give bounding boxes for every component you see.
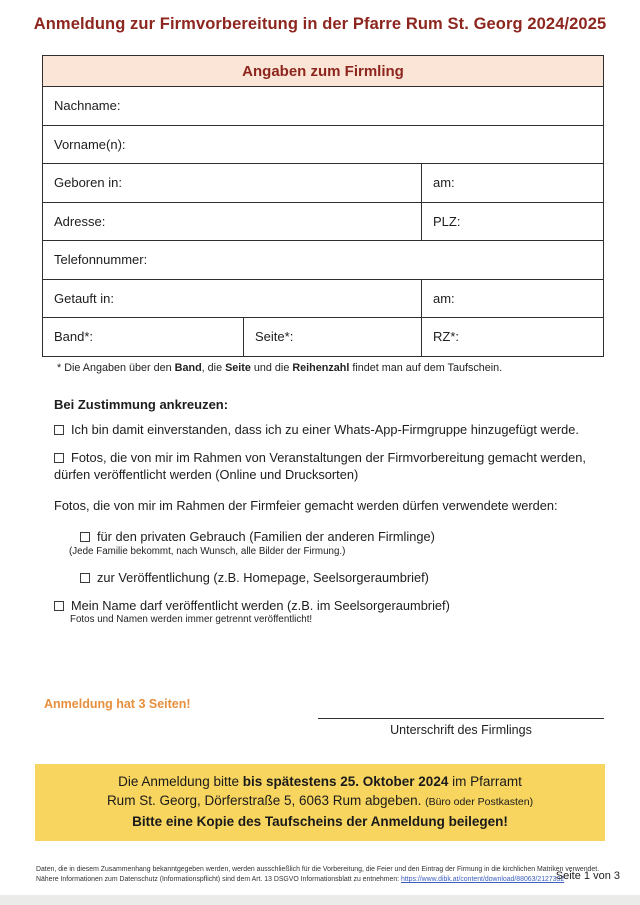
field-label-rz: RZ*: xyxy=(421,318,602,356)
checkbox-fotos-vorbereitung xyxy=(54,450,602,483)
field-label-plz: PLZ: xyxy=(421,203,602,241)
checkbox-whatsapp-consent xyxy=(54,422,602,439)
page-indicator: Seite 1 von 3 xyxy=(555,870,620,882)
signature-label: Unterschrift des Firmlings xyxy=(390,723,532,737)
footnote-text: , die xyxy=(201,362,226,374)
checkbox-label: für den privaten Gebrauch (Familien der anderen Firmlinge) xyxy=(97,529,435,544)
name-veroeffentlicht-note: Fotos und Namen werden immer getrennt veröffentlicht! xyxy=(70,614,313,625)
checkbox-icon xyxy=(80,532,90,542)
field-label-geboren-in: Geboren in: xyxy=(54,175,122,191)
checkbox-name-veroeffentlicht xyxy=(54,598,602,615)
field-label-band: Band*: xyxy=(54,329,94,345)
table-row xyxy=(43,86,603,125)
firmling-table xyxy=(42,55,604,357)
field-label-seite: Seite*: xyxy=(243,318,421,356)
deadline-copy-bold: Bitte eine Kopie des Taufscheins der Anmeldung beilegen! xyxy=(132,814,508,829)
consent-heading: Bei Zustimmung ankreuzen: xyxy=(54,397,229,412)
table-row xyxy=(43,125,603,164)
checkbox-privater-gebrauch xyxy=(80,529,600,546)
table-row xyxy=(43,279,603,318)
checkbox-icon xyxy=(54,425,64,435)
privater-gebrauch-note: (Jede Familie bekommt, nach Wunsch, alle Bilder der Firmung.) xyxy=(69,546,346,557)
deadline-address: Rum St. Georg, Dörferstraße 5, 6063 Rum abgeben. xyxy=(106,793,426,808)
footnote-bold-seite: Seite xyxy=(225,362,251,374)
footnote-bold-reihenzahl: Reihenzahl xyxy=(292,362,350,374)
checkbox-veroeffentlichung xyxy=(80,570,600,587)
deadline-highlight-box xyxy=(35,764,605,841)
checkbox-icon xyxy=(54,453,64,463)
checkbox-icon xyxy=(54,601,64,611)
checkbox-icon xyxy=(80,573,90,583)
table-header: Angaben zum Firmling xyxy=(43,56,603,86)
pages-count-note: Anmeldung hat 3 Seiten! xyxy=(44,697,191,711)
deadline-text: Die Anmeldung bitte xyxy=(118,774,243,789)
footnote-bold-band: Band xyxy=(174,362,202,374)
intro-text: Fotos, die von mir im Rahmen der Firmfeier gemacht werden dürfen verwendete werden: xyxy=(54,498,558,513)
field-label-vorname: Vorname(n): xyxy=(54,136,126,152)
field-label-getauft-in: Getauft in: xyxy=(54,290,114,306)
checkbox-label: zur Veröffentlichung (z.B. Homepage, Seelsorgeraumbrief) xyxy=(97,570,429,585)
field-label-nachname: Nachname: xyxy=(54,98,121,114)
deadline-date-bold: bis spätestens 25. Oktober 2024 xyxy=(242,774,449,789)
deadline-line-3 xyxy=(35,812,605,831)
page-title: Anmeldung zur Firmvorbereitung in der Pfarre Rum St. Georg 2024/2025 xyxy=(33,15,607,33)
page-bottom-edge xyxy=(0,895,640,905)
field-label-adresse: Adresse: xyxy=(54,213,106,229)
signature-line xyxy=(318,718,604,719)
checkbox-label: Fotos, die von mir im Rahmen von Veranstaltungen der Firmvorbereitung gemacht werden, dürfen veröffentlicht werden (Online und Drucksorten) xyxy=(54,450,586,482)
field-label-getauft-am: am: xyxy=(421,280,602,318)
checkbox-label: Mein Name darf veröffentlicht werden (z.B. im Seelsorgeraumbrief) xyxy=(71,598,450,613)
table-row xyxy=(43,317,603,356)
deadline-small-note: (Büro oder Postkasten) xyxy=(425,796,534,808)
privacy-footer-text: Nähere Informationen zum Datenschutz (Informationspflicht) sind dem Art. 13 DSGVO Informationsblatt zu entnehmen: xyxy=(36,876,401,883)
privacy-footer-line2 xyxy=(36,876,564,883)
field-label-geboren-am: am: xyxy=(421,164,602,202)
table-row xyxy=(43,240,603,279)
footnote-text: * Die Angaben über den xyxy=(57,362,175,374)
deadline-line-2 xyxy=(35,791,605,812)
footnote-text: findet man auf dem Taufschein. xyxy=(349,362,503,374)
deadline-text: im Pfarramt xyxy=(448,774,522,789)
table-row xyxy=(43,202,603,241)
privacy-info-link[interactable]: https://www.dibk.at/content/download/88063/2127332 xyxy=(401,876,565,883)
privacy-footer-line1: Daten, die in diesem Zusammenhang bekanntgegeben werden, werden ausschließlich für die Vorbereitung, die Feier und den Eintrag der Firmung in die kirchlichen Matriken verwendet. xyxy=(36,866,600,873)
table-row xyxy=(43,163,603,202)
taufschein-footnote xyxy=(57,362,502,374)
footnote-text: und die xyxy=(250,362,293,374)
fotos-firmfeier-intro xyxy=(54,498,602,515)
field-label-telefonnummer: Telefonnummer: xyxy=(54,252,148,268)
deadline-line-1 xyxy=(35,772,605,791)
checkbox-label: Ich bin damit einverstanden, dass ich zu einer Whats-App-Firmgruppe hinzugefügt werde. xyxy=(71,422,579,437)
